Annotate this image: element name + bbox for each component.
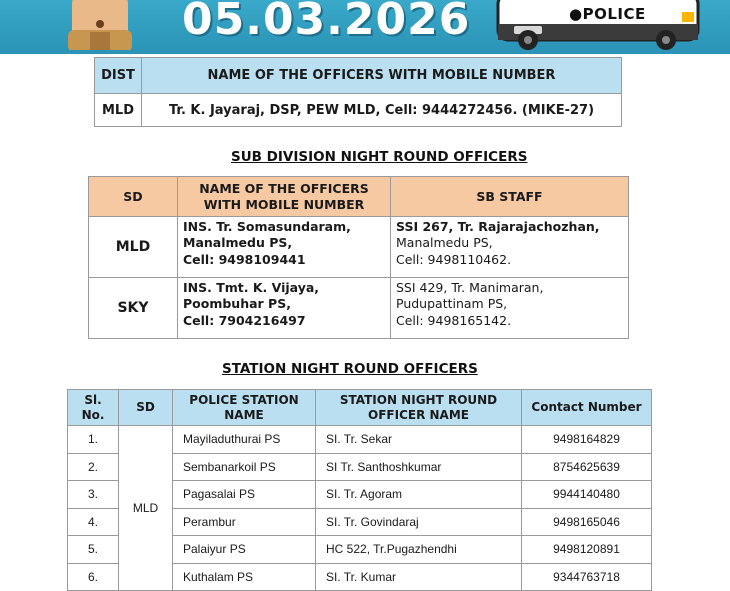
sd-header: SD (89, 177, 178, 217)
round-officer-cell: SI. Tr. Sekar (316, 426, 522, 454)
contact-cell: 9344763718 (522, 563, 652, 591)
round-officer-cell: SI. Tr. Agoram (316, 481, 522, 509)
sl-no-cell: 4. (68, 508, 119, 536)
sl-no-cell: 5. (68, 536, 119, 564)
station-name-cell: Sembanarkoil PS (173, 453, 316, 481)
contact-cell: 9498120891 (522, 536, 652, 564)
station-sd-cell: MLD (119, 426, 173, 591)
contact-cell: 9498165046 (522, 508, 652, 536)
round-officer-header: STATION NIGHT ROUND OFFICER NAME (316, 390, 522, 426)
sl-no-cell: 6. (68, 563, 119, 591)
contact-cell: 9944140480 (522, 481, 652, 509)
table-row (89, 278, 629, 339)
district-officer-table (94, 57, 622, 127)
station-name-cell: Mayiladuthurai PS (173, 426, 316, 454)
table-row (68, 426, 652, 454)
sl-no-header: Sl. No. (68, 390, 119, 426)
round-officer-cell: HC 522, Tr.Pugazhendhi (316, 536, 522, 564)
sb-staff-cell: SSI 267, Tr. Rajarajachozhan, Manalmedu PS, Cell: 9498110462. (391, 217, 629, 278)
dist-cell: MLD (95, 94, 142, 127)
sub-division-table (88, 176, 629, 339)
sl-no-cell: 1. (68, 426, 119, 454)
sd-officer-cell: INS. Tmt. K. Vijaya, Poombuhar PS, Cell: 7904216497 (178, 278, 391, 339)
station-name-header: POLICE STATION NAME (173, 390, 316, 426)
station-sd-header: SD (119, 390, 173, 426)
sd-cell: SKY (89, 278, 178, 339)
station-name-cell: Pagasalai PS (173, 481, 316, 509)
header-banner (0, 0, 730, 54)
round-officer-cell: SI. Tr. Kumar (316, 563, 522, 591)
dist-header: DIST (95, 58, 142, 94)
contact-header: Contact Number (522, 390, 652, 426)
table-row (89, 217, 629, 278)
police-mascot-icon (50, 0, 150, 50)
station-name-cell: Kuthalam PS (173, 563, 316, 591)
sb-staff-header: SB STAFF (391, 177, 629, 217)
round-officer-cell: SI Tr. Santhoshkumar (316, 453, 522, 481)
station-officer-table (67, 389, 652, 591)
station-title: STATION NIGHT ROUND OFFICERS (222, 361, 478, 377)
round-officer-cell: SI. Tr. Govindaraj (316, 508, 522, 536)
officer-name-header: NAME OF THE OFFICERS WITH MOBILE NUMBER (142, 58, 622, 94)
district-officer-cell: Tr. K. Jayaraj, DSP, PEW MLD, Cell: 9444272456. (MIKE-27) (142, 94, 622, 127)
sd-cell: MLD (89, 217, 178, 278)
contact-cell: 8754625639 (522, 453, 652, 481)
sl-no-cell: 3. (68, 481, 119, 509)
sl-no-cell: 2. (68, 453, 119, 481)
sd-officer-header: NAME OF THE OFFICERS WITH MOBILE NUMBER (178, 177, 391, 217)
police-vehicle-label: ●POLICE (569, 5, 646, 23)
date-heading: 05.03.2026 (182, 0, 471, 45)
station-name-cell: Palaiyur PS (173, 536, 316, 564)
sub-division-title: SUB DIVISION NIGHT ROUND OFFICERS (231, 149, 528, 165)
contact-cell: 9498164829 (522, 426, 652, 454)
sb-staff-cell: SSI 429, Tr. Manimaran, Pudupattinam PS, Cell: 9498165142. (391, 278, 629, 339)
sd-officer-cell: INS. Tr. Somasundaram, Manalmedu PS, Cell: 9498109441 (178, 217, 391, 278)
station-name-cell: Perambur (173, 508, 316, 536)
